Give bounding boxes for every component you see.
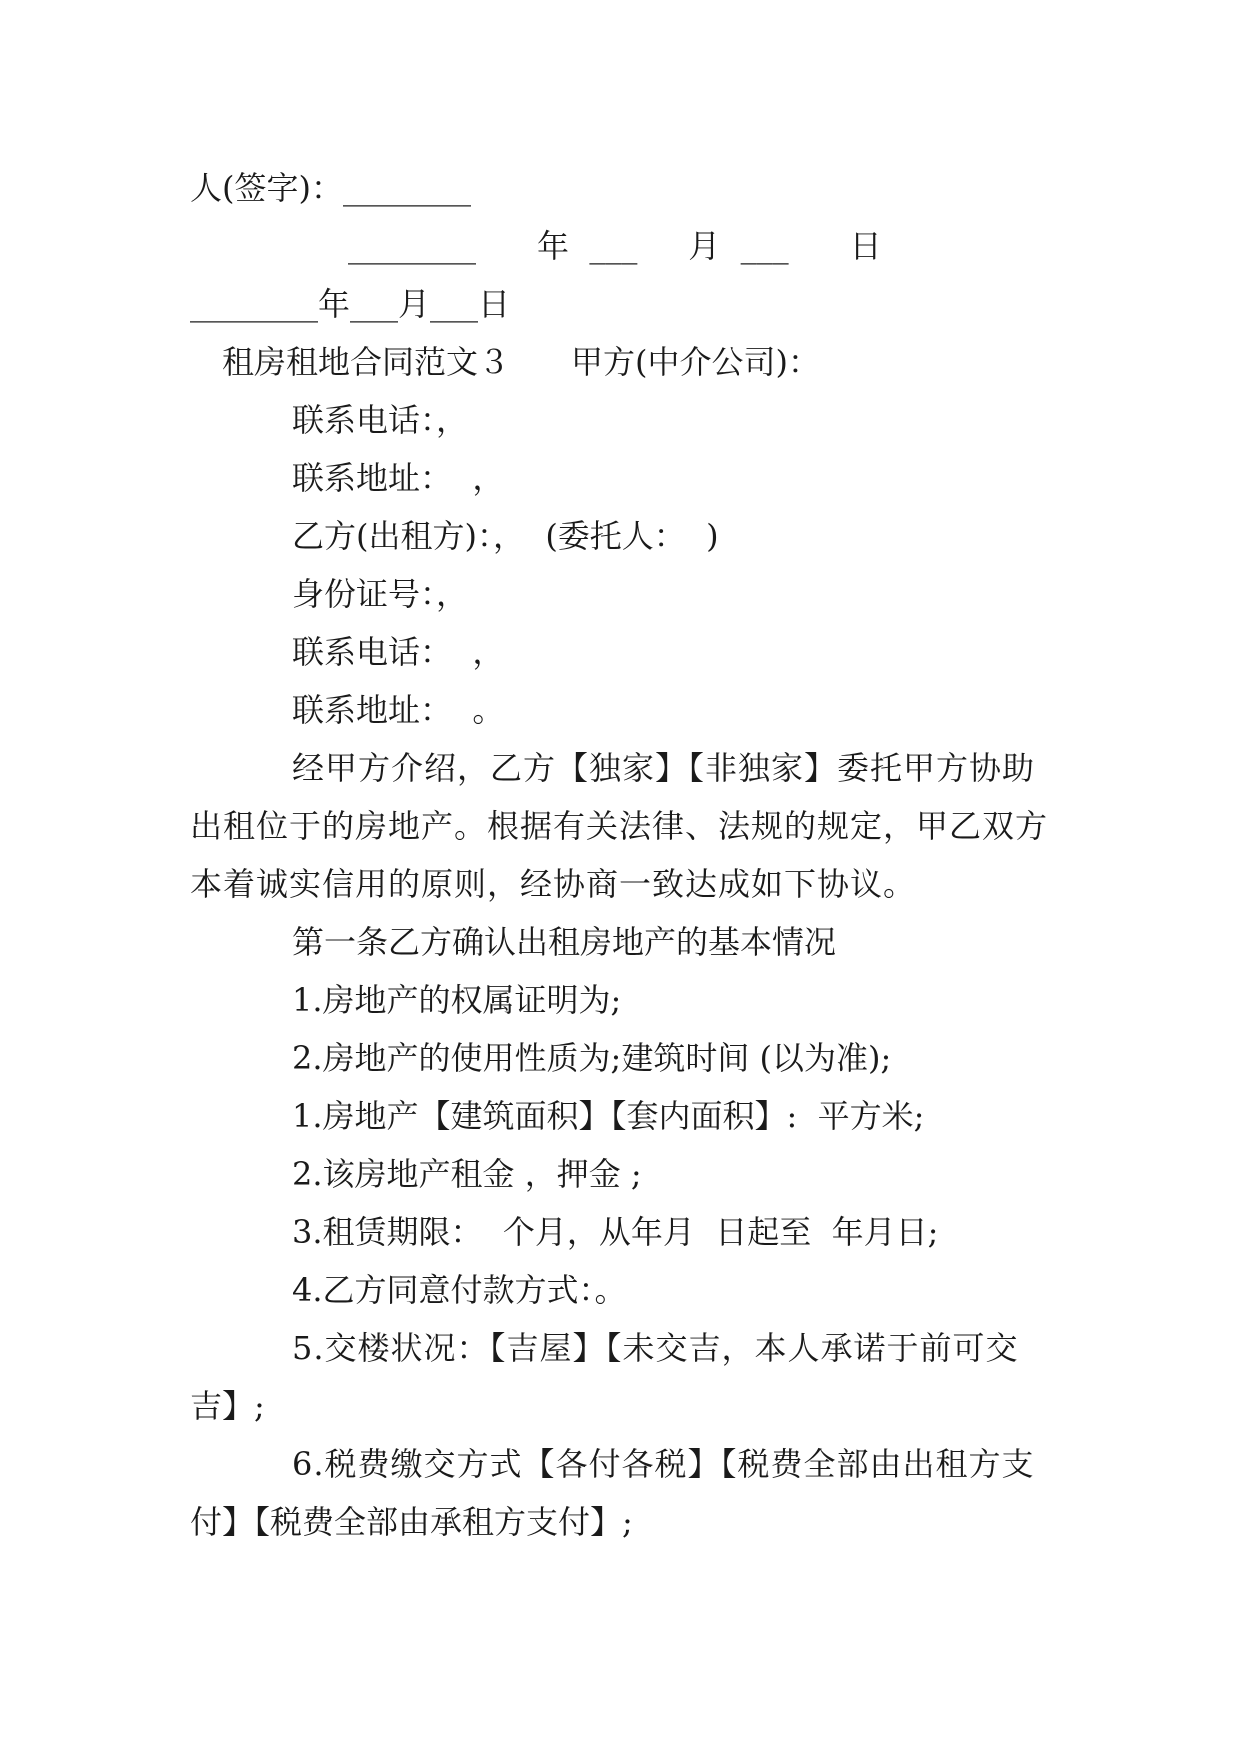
date-line-1: ________ 年 ___ 月 ___ 日 (348, 227, 882, 265)
clause-item: 2.该房地产租金 ，押金 ; (292, 1155, 642, 1193)
date-line-2: ________年___月___日 (190, 285, 511, 323)
clause-item: 6.税费缴交方式【各付各税】【税费全部由出租方支 (292, 1445, 1035, 1483)
party-b-address: 联系地址： 。 (292, 691, 505, 729)
intro-paragraph-line-2: 出租位于的房地产。根据有关法律、法规的规定，甲乙双方 (190, 807, 1049, 845)
article-one-heading: 第一条乙方确认出租房地产的基本情况 (292, 923, 837, 961)
intro-paragraph-line-3: 本着诚实信用的原则，经协商一致达成如下协议。 (190, 865, 917, 903)
clause-item: 1.房地产【建筑面积】【套内面积】: 平方米; (292, 1097, 925, 1135)
clause-item-continuation: 付】【税费全部由承租方支付】; (190, 1503, 633, 1541)
intro-paragraph-line-1: 经甲方介绍，乙方【独家】【非独家】委托甲方协助 (292, 749, 1036, 787)
clause-item-continuation: 吉】; (190, 1387, 265, 1425)
clause-item: 4.乙方同意付款方式：。 (292, 1271, 627, 1309)
signature-line: 人(签字)：________ (190, 169, 471, 207)
party-b-phone: 联系电话： ， (292, 633, 505, 671)
contract-title-line: 租房租地合同范文３ 甲方(中介公司)： (222, 343, 821, 381)
party-b-id: 身份证号：， (292, 575, 469, 613)
party-a-phone: 联系电话：， (292, 401, 469, 439)
clause-item: 5.交楼状况：【吉屋】【未交吉，本人承诺于前可交 (292, 1329, 1019, 1367)
clause-item: 2.房地产的使用性质为;建筑时间 (以为准); (292, 1039, 892, 1077)
party-a-address: 联系地址： ， (292, 459, 505, 497)
clause-item: 3.租赁期限： 个月，从年月 日起至 年月日; (292, 1213, 939, 1251)
clause-item: 1.房地产的权属证明为; (292, 981, 622, 1019)
party-b-heading: 乙方(出租方)：， (委托人： ) (292, 517, 719, 555)
